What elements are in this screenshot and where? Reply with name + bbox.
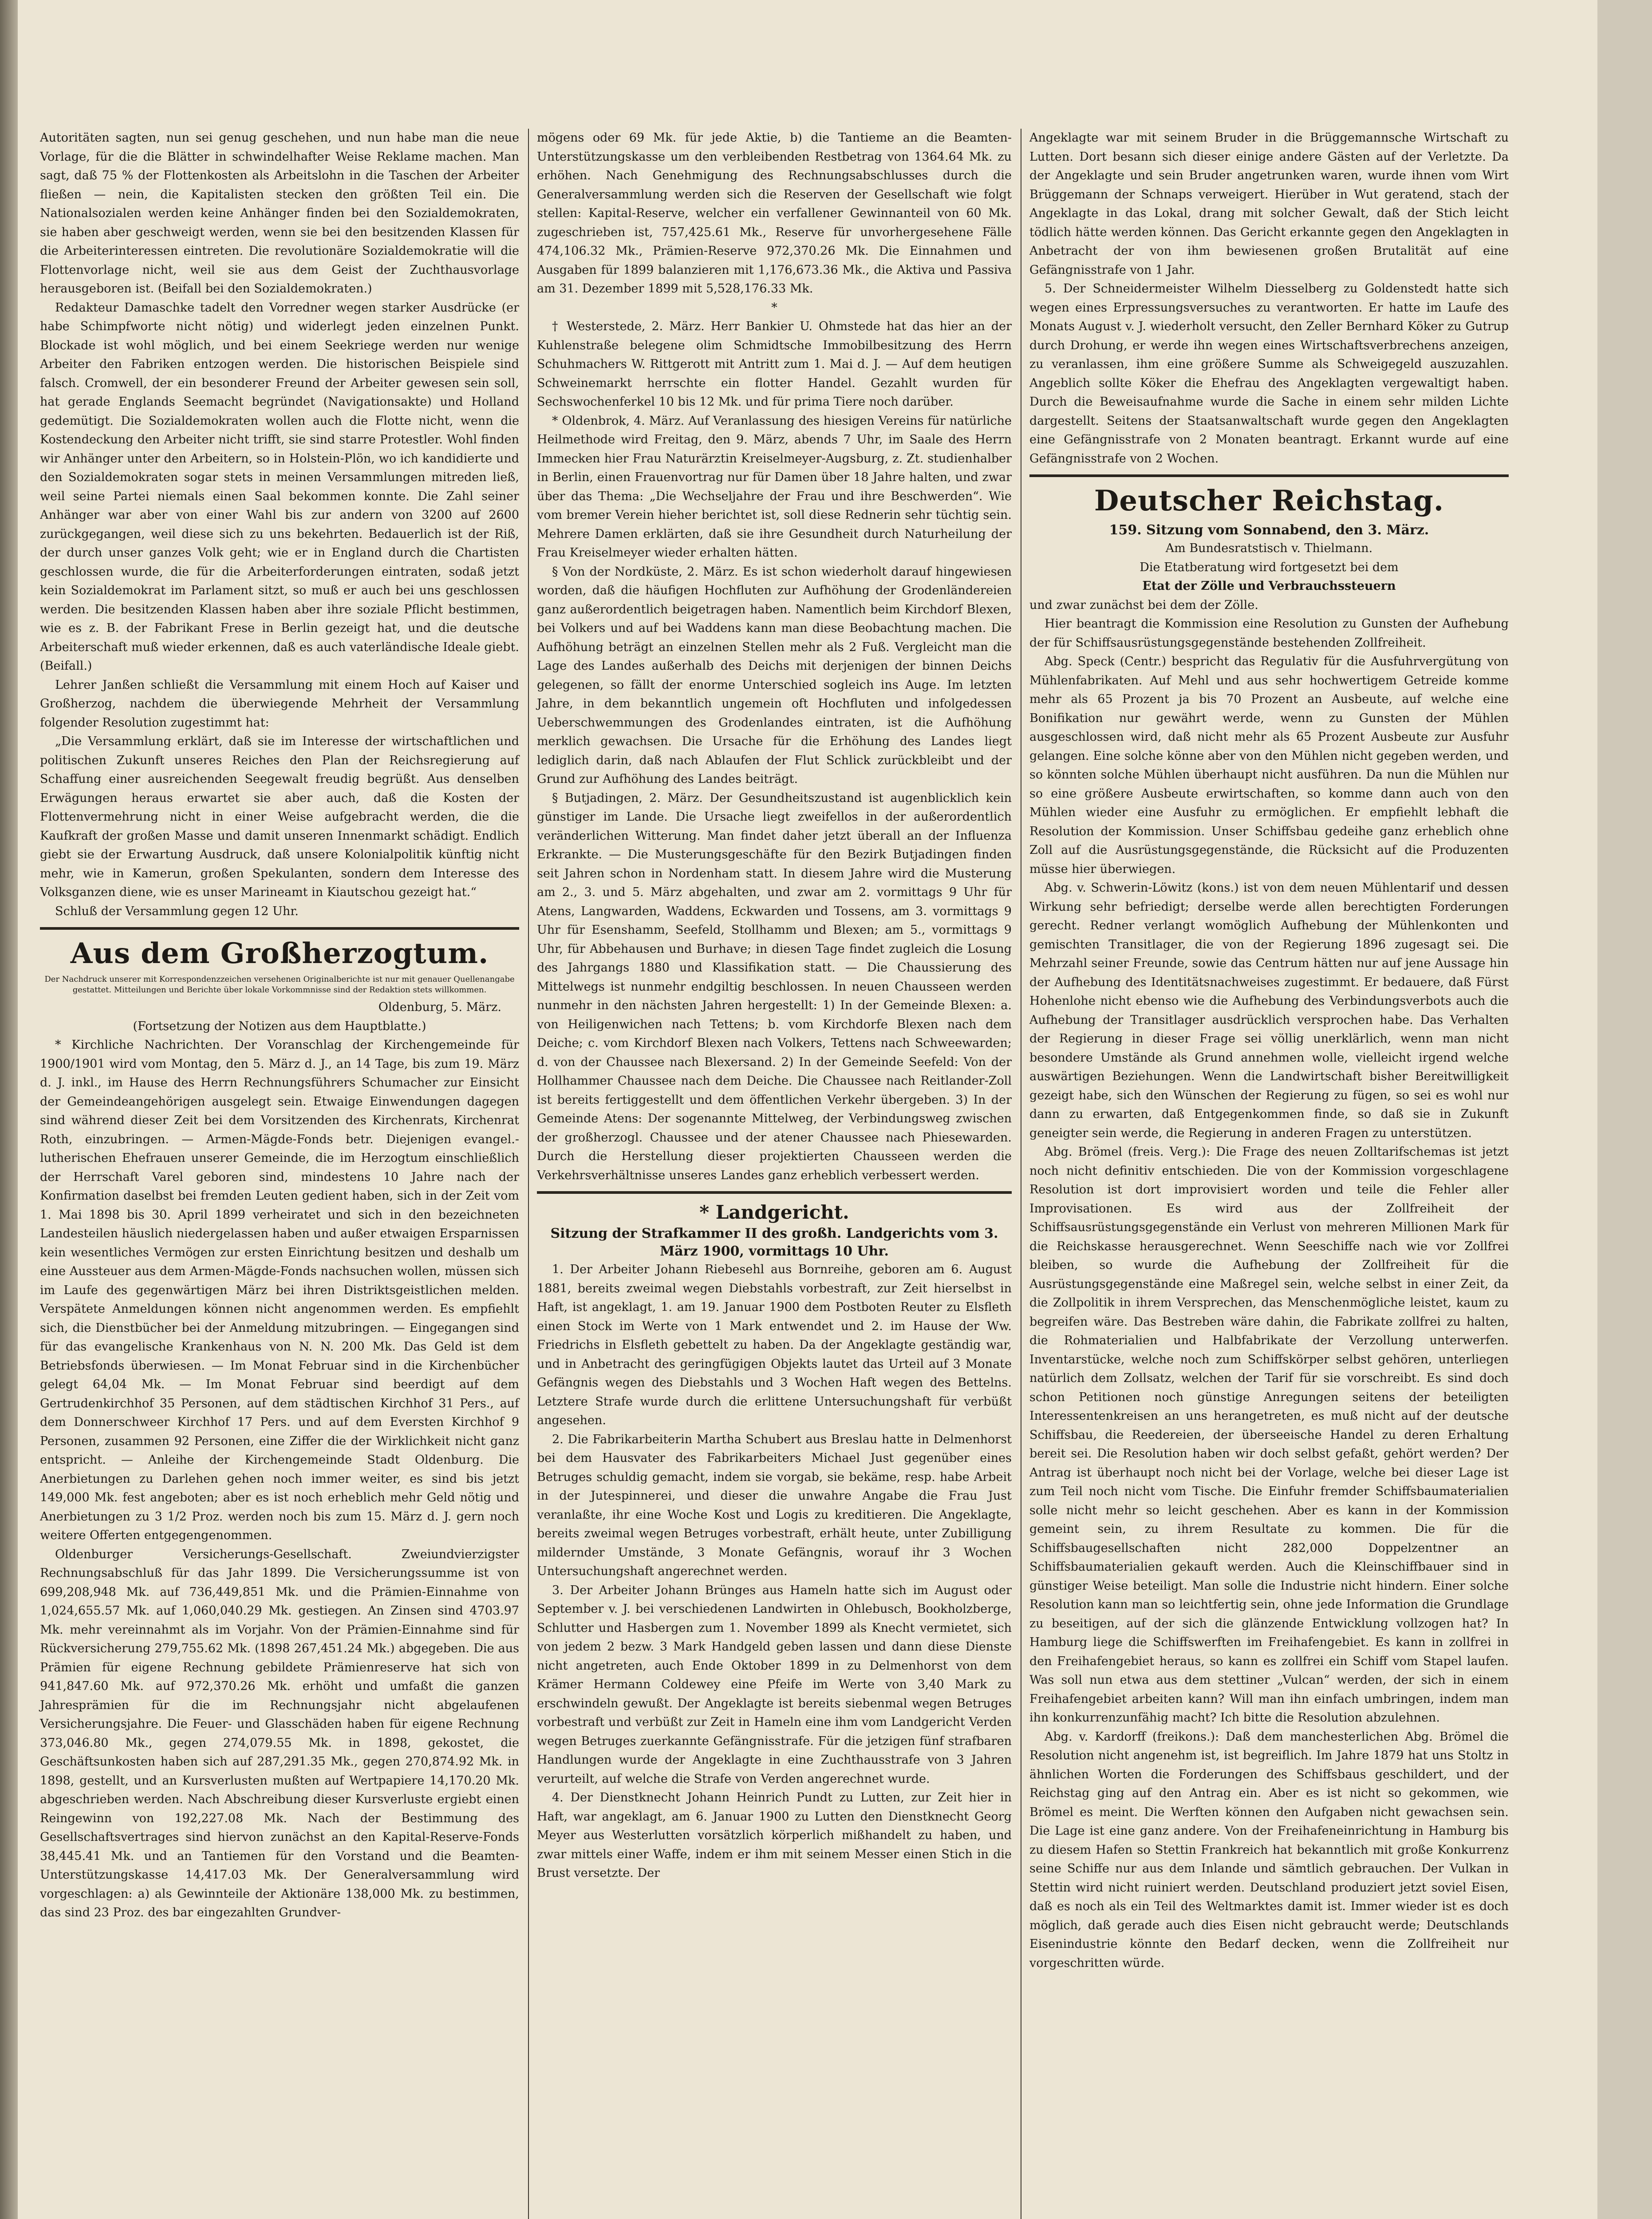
debate-paragraph: Abg. Speck (Centr.) bespricht das Regulativ für die Ausfuhrvergütung von Mühlenfabrikaten. Auf Mehl und aus sehr hochwertigem Getreide komme mehr als 65 Prozent ja bis 70 Prozent an Ausbeute, auf welche eine Bonifikation nur gewährt werde, wenn zu Gunsten der Mühlen ausgeschlossen wird, daß nicht mehr als 65 Prozent Ausbeute zur Ausfuhr gelangen. Eine solche könne aber von den Mühlen nicht gegeben werden, und so könnten solche Mühlen überhaupt nicht ausführen. Da nun die Mühlen nur so eine größere Ausbeute erwirtschaften, so komme dann auch von den Mühlen wieder eine Ausfuhr zu ermöglichen. Er empfiehlt lebhaft die Resolution der Kommission. Unser Schiffsbau gedeihe ganz erheblich ohne Zoll auf die Ausrüstungsgegenstände, die Rücksicht auf die Produzenten müsse hier überwiegen.: [1029, 655, 1509, 876]
court-case: 1. Der Arbeiter Johann Riebesehl aus Bornreihe, geboren am 6. August 1881, bereits zweimal wegen Diebstahls vorbestraft, zur Zeit hierselbst in Haft, ist angeklagt, 1. am 19. Januar 1900 dem Postboten Reuter zu Elsfleth einen Stock im Werte von 1 Mark entwendet und 2. im Hause der Ww. Friedrichs in Elsfleth gebettelt zu haben. Da der Angeklagte geständig war, und in Anbetracht des geringfügigen Objekts lautet das Urteil auf 3 Monate Gefängnis wegen des Diebstahls und 3 Wochen Haft wegen des Bettelns. Letztere Strafe wurde durch die erlittene Untersuchungshaft für verbüßt angesehen.: [537, 1263, 1012, 1427]
article-westerstede: † Westerstede, 2. März. Herr Bankier U. Ohmstede hat das hier an der Kuhlenstraße belegene olim Schmidtsche Immobilbesitzung des Herrn Schuhmachers W. Rittgerott mit Antritt zum 1. Mai d. J. — Auf dem heutigen Schweinemarkt herrschte ein flotter Handel. Gezahlt wurden für Sechswochenferkel 10 bis 12 Mk. und für prima Tiere noch darüber.: [537, 320, 1012, 409]
continuation-note: (Fortsetzung der Notizen aus dem Hauptblatte.): [133, 1019, 426, 1033]
session-line-etat: Etat der Zölle und Verbrauchssteuern: [1142, 579, 1396, 593]
session-line: Die Etatberatung wird fortgesetzt bei dem: [1139, 560, 1399, 574]
article-versicherung: Oldenburger Versicherungs-Gesellschaft. Zweiundvierzigster Rechnungsabschluß für das Jahr 1899. Die Versicherungssumme ist von 699,208,948 Mk. auf 736,449,851 Mk. und die Prämien-Einnahme von 1,024,655.57 Mk. auf 1,060,040.29 Mk. gestiegen. An Zinsen sind 4703.97 Mk. mehr vereinnahmt als im Vorjahr. Von der Prämien-Einnahme sind für Rückversicherung 279,755.62 Mk. (1898 267,451.24 Mk.) abgegeben. Die aus Prämien für eigene Rechnung gebildete Prämienreserve hat sich von 941,847.60 Mk. auf 972,370.26 Mk. erhöht und umfaßt die ganzen Jahresprämien für die im Rechnungsjahr nicht abgelaufenen Versicherungsjahre. Die Feuer- und Glasschäden haben für eigene Rechnung 373,046.80 Mk., gegen 274,079.55 Mk. in 1898, gekostet, die Geschäftsunkosten haben sich auf 287,291.35 Mk., gegen 270,874.92 Mk. in 1898, gestellt, und an Kursverlusten mußten auf Wertpapiere 14,170.20 Mk. abgeschrieben werden. Nach Abschreibung dieser Kursverluste ergiebt einen Reingewinn von 192,227.08 Mk. Nach der Bestimmung des Gesellschaftsvertrages sind hiervon zunächst an den Kapital-Reserve-Fonds 38,445.41 Mk. und an Tantiemen für den Vorstand und die Beamten-Unterstützungskasse 14,417.03 Mk. Der Generalversammlung wird vorgeschlagen: a) als Gewinnteile der Aktionäre 138,000 Mk. zu bestimmen, das sind 23 Proz. des bar eingezahlten Grundver-: [40, 1547, 519, 1919]
closing-note: Schluß der Versammlung gegen 12 Uhr.: [55, 904, 299, 918]
section-title-reichstag: Deutscher Reichstag.: [1094, 484, 1444, 517]
article-nordkueste: § Von der Nordküste, 2. März. Es ist schon wiederholt darauf hingewiesen worden, daß die häufigen Hochfluten zur Aufhöhung der Grodenländereien ganz außerordentlich beigetragen haben. Namentlich beim Kirchdorf Blexen, bei Volkers und auf bei Waddens kann man diese Beobachtung machen. Die Aufhöhung beträgt an einzelnen Stellen mehr als 2 Fuß. Vergleicht man die Lage des Landes außerhalb des Deichs mit derjenigen der binnen Deichs gelegenen, so fällt der enorme Unterschied sogleich ins Auge. Im letzten Jahre, in dem bekanntlich ungemein oft Hochfluten und infolgedessen Ueberschwemmungen des Grodenlandes eintraten, ist die Aufhöhung merklich gewachsen. Die Ursache für die Erhöhung des Landes liegt lediglich darin, daß nach Ablaufen der Flut Schlick zurückbleibt und der Grund zur Aufhöhung des Landes beiträgt.: [537, 565, 1012, 786]
column-right: [1029, 129, 1509, 1973]
session-heading: 159. Sitzung vom Sonnabend, den 3. März.: [1109, 522, 1429, 538]
article-kirchliche-nachrichten: * Kirchliche Nachrichten. Der Voranschlag der Kirchengemeinde für 1900/1901 wird vom Montag, den 5. März d. J., an 14 Tage, bis zum 19. März d. J. inkl., im Hause des Herrn Rechnungsführers Schumacher zur Einsicht der Gemeindeangehörigen ausgelegt sein. Etwaige Einwendungen dagegen sind während dieser Zeit bei dem Vorsitzenden des Kirchenrats, Kirchenrat Roth, einzubringen. — Armen-Mägde-Fonds betr. Diejenigen evangel.-lutherischen Ehefrauen unserer Gemeinde, die im Herzogtum einschließlich der Herrschaft Varel geboren sind, mindestens 10 Jahre nach der Konfirmation daselbst bei fremden Leuten gedient haben, sich in der Zeit vom 1. Mai 1898 bis 30. April 1899 verheiratet und sich in den bezeichneten Landesteilen häuslich niedergelassen haben und außer etwaigen Ersparnissen kein wesentliches Vermögen zur ersten Einrichtung besitzen und deshalb um eine Aussteuer aus dem Armen-Mägde-Fonds nachsuchen wollen, müssen sich im Laufe des gegenwärtigen März bei ihren Distriktsgeistlichen melden. Verspätete Anmeldungen können nicht angenommen werden. Es empfiehlt sich, die Dienstbücher bei der Anmeldung mitzubringen. — Eingegangen sind für das evangelische Krankenhaus von N. N. 200 Mk. Das Geld ist dem Betriebsfonds überwiesen. — Im Monat Februar sind in die Kirchenbücher gelegt 64,04 Mk. — Im Monat Februar sind beerdigt auf dem Gertrudenkirchhof 35 Personen, auf dem städtischen Kirchhof 31 Pers., auf dem Donnerschweer Kirchhof 17 Pers. und auf dem Eversten Kirchhof 9 Personen, zusammen 92 Personen, eine Ziffer die der Wirklichkeit nicht ganz entspricht. — Anleihe der Kirchengemeinde Stadt Oldenburg. Die Anerbietungen zu Darlehen gehen noch immer weiter, es sind bis jetzt 149,000 Mk. fest angeboten; aber es ist noch erheblich mehr Geld nötig und Anerbietungen zu 3 1/2 Proz. werden noch bis zum 15. März d. J. gern noch weitere Offerten entgegengenommen.: [40, 1038, 519, 1542]
dateline: Oldenburg, 5. März.: [378, 1000, 501, 1014]
asterisk-separator: *: [771, 300, 777, 315]
court-case: 2. Die Fabrikarbeiterin Martha Schubert aus Breslau hatte in Delmenhorst bei dem Hausvater des Fabrikarbeiters Michael Just gegenüber eines Betruges schuldig gemacht, indem sie vorgab, sie bekäme, resp. habe Arbeit in der Jutespinnerei, und dieser die unwahre Angabe die Frau Just veranlaßte, ihr eine Woche Kost und Logis zu kreditieren. Die Angeklagte, bereits zweimal wegen Betruges vorbestraft, erhält heute, unter Zubilligung mildernder Umstände, 3 Monate Gefängnis, worauf ihr 3 Wochen Untersuchungshaft angerechnet werden.: [537, 1432, 1012, 1578]
session-line: und zwar zunächst bei dem der Zölle.: [1029, 598, 1258, 612]
column-left: [40, 129, 519, 1923]
court-session-subtitle: Sitzung der Strafkammer II des großh. Landgerichts vom 3. März 1900, vormittags 10 Uhr.: [550, 1226, 998, 1259]
section-title-landgericht: * Landgericht.: [699, 1201, 849, 1223]
court-case: 5. Der Schneidermeister Wilhelm Diesselberg zu Goldenstedt hatte sich wegen eines Erpressungsversuches zu verantworten. Er hatte im Laufe des Monats August v. J. wiederholt versucht, den Zeller Bernhard Köker zu Gutrup durch Drohung, er werde ihn wegen eines Wirtschaftsverbrechens anzeigen, zu veranlassen, ihm eine größere Summe als Schweigegeld auszuzahlen. Angeblich sollte Köker die Ehefrau des Angeklagten vergewaltigt haben. Durch die Beweisaufnahme wurde die Sache in einem sehr milden Lichte dargestellt. Seitens der Staatsanwaltschaft wurde gegen den Angeklagten eine Gefängnisstrafe von 2 Monaten beantragt. Erkannt wurde auf eine Gefängnisstrafe von 2 Wochen.: [1029, 282, 1509, 466]
paragraph: mögens oder 69 Mk. für jede Aktie, b) die Tantieme an die Beamten-Unterstützungskasse um den verbleibenden Restbetrag von 1364.64 Mk. zu erhöhen. Nach Genehmigung des Rechnungsabschlusses durch die Generalversammlung werden sich die Reserven der Gesellschaft wie folgt stellen: Kapital-Reserve, welcher ein verfallener Gewinnanteil von 60 Mk. zugeschrieben ist, 757,425.61 Mk., Reserve für unvorhergesehene Fälle 474,106.32 Mk., Prämien-Reserve 972,370.26 Mk. Die Einnahmen und Ausgaben für 1899 balanzieren mit 1,176,673.36 Mk., die Aktiva und Passiva am 31. Dezember 1899 mit 5,528,176.33 Mk.: [537, 131, 1012, 296]
debate-paragraph: Abg. Brömel (freis. Verg.): Die Frage des neuen Zolltarifschemas ist jetzt noch nicht definitiv entschieden. Die von der Kommission vorgeschlagene Resolution ist dort improvisiert worden und teile die Fehler aller Improvisationen. Es wird aus der Zollfreiheit der Schiffsausrüstungsgegenstände ein Verlust von mehreren Millionen Mark für die Reichskasse herausgerechnet. Wenn Seeschiffe nach wie vor Zollfrei bleiben, so wurde die Aufhebung der Zollfreiheit für die Ausrüstungsgegenstände eine Maßregel sein, welche selbst in einer Zeit, da die Zollpolitik in ihrem Versprechen, das Menschenmögliche leistet, kaum zu begreifen wäre. Das Bestreben wäre dahin, die Fabrikate zollfrei zu halten, die Rohmaterialien und Halbfabrikate der Verzollung unterwerfen. Inventarstücke, welche noch zum Schiffskörper selbst gehören, unterliegen natürlich dem Zollsatz, welchen der Tarif für sie vorschreibt. Es sind doch schon Petitionen noch günstige Anregungen seitens der beteiligten Interessentenkreisen an uns herangetreten, es muß nicht auf der deutsche Schiffsbau, die Reedereien, der überseeische Handel zu deren Erhaltung bereit sei. Die Resolution haben wir doch selbst gefaßt, gehört werden? Der Antrag ist überhaupt noch nicht bei der Vorlage, welche bei dieser Lage ist zum Teil noch nicht vom Tische. Die Einfuhr fremder Schiffsbaumaterialien solle nicht mehr so leicht geschehen. Aber es kann in der Kommission gemeint sein, zu ihrem Resultate zu kommen. Die für die Schiffsbaugesellschaften nicht 282,000 Doppelzentner an Schiffsbaumaterialien gekauft werden. Auch die Kleinschiffbauer sind in günstiger Weise beteiligt. Man solle die Industrie nicht hindern. Einer solche Resolution kann man so leichtfertig sein, ohne jede Information die Grundlage zu beseitigen, auf der sich die glänzende Entwicklung vollzogen hat? In Hamburg liege die Schiffswerften im Freihafengebiet. Es kann in zollfrei in den Freihafengebiet heraus, so kann es zollfrei ein Schiff vom Stapel laufen. Was soll nun etwa aus dem stettiner „Vulcan“ werden, der sich in einem Freihafengebiet arbeiten kann? Will man ihn einfach umbringen, indem man ihn konkurrenzunfähig macht? Ich bitte die Resolution abzulehnen.: [1029, 1145, 1509, 1725]
section-divider: [40, 927, 519, 930]
binding-edge: [0, 0, 18, 2219]
debate-paragraph: Abg. v. Schwerin-Löwitz (kons.) ist von dem neuen Mühlentarif und dessen Wirkung sehr befriedigt; derselbe werde allen berechtigten Forderungen gerecht. Redner verlangt womöglich Aufhebung der Mühlenkonten und gemischten Transitlager, die von der Regierung 1896 zugesagt sei. Die Mehrzahl seiner Freunde, sowie das Centrum hätten nur auf jene Aussage hin der Aufhebung des Identitätsnachweises zugestimmt. Er bedauere, daß Fürst Hohenlohe nicht ebenso wie die Aufhebung des Verbindungsverbots auch die Aufhebung der Transitlager ausdrücklich versprochen habe. Das Verhalten der Regierung in dieser Frage sei völlig unerklärlich, wenn man nicht besondere Umstände als Grund annehmen wolle, vielleicht irgend welche auswärtigen Beziehungen. Wenn die Landwirtschaft bisher Bereitwilligkeit gezeigt habe, sich den Wünschen der Regierung zu fügen, so sei es wohl nur dann zu erwarten, daß Entgegenkommen finde, so daß sie in Zukunft geneigter sein werde, die Regierung in anderen Fragen zu unterstützen.: [1029, 881, 1509, 1140]
paragraph: Autoritäten sagten, nun sei genug geschehen, und nun habe man die neue Vorlage, für die die Blätter in schwindelhafter Weise Reklame machen. Man sagt, daß 75 % der Flottenkosten als Arbeitslohn in die Taschen der Arbeiter fließen — nein, die Kapitalisten stecken den größten Teil ein. Die Nationalsozialen werden keine Anhänger finden bei den Sozialdemokraten, sie haben aber geschweigt werden, wenn sie bei den besitzenden Klassen für die Arbeiterinteressen eintreten. Die revolutionäre Sozialdemokratie will die Flottenvorlage nicht, weil sie aus dem Geist der Zuchthausvorlage herausgeboren ist. (Beifall bei den Sozialdemokraten.): [40, 131, 519, 296]
debate-paragraph: Hier beantragt die Kommission eine Resolution zu Gunsten der Aufhebung der für Schiffsausrüstungsgegenstände bestehenden Zollfreiheit.: [1029, 617, 1509, 650]
article-oldenbrok: * Oldenbrok, 4. März. Auf Veranlassung des hiesigen Vereins für natürliche Heilmethode wird Freitag, den 9. März, abends 7 Uhr, im Saale des Herrn Immecken hier Frau Naturärztin Kreiselmeyer-Augsburg, z. Zt. studienhalber in Berlin, einen Frauenvortrag nur für Damen über 18 Jahre halten, und zwar über das Thema: „Die Wechseljahre der Frau und ihre Beschwerden“. Wie vom bremer Verein hieher berichtet ist, soll diese Rednerin sehr tüchtig sein. Mehrere Damen erklärten, daß sie ihre Gesundheit durch Naturheilung der Frau Kreiselmeyer wieder erhalten hätten.: [537, 414, 1012, 560]
article-butjadingen: § Butjadingen, 2. März. Der Gesundheitszustand ist augenblicklich kein günstiger im Lande. Die Ursache liegt zweifellos in der außerordentlich veränderlichen Witterung. Man findet daher jetzt überall an der Influenza Erkrankte. — Die Musterungsgeschäfte für den Bezirk Butjadingen finden seit Jahren schon in Nordenham statt. In diesem Jahre wird die Musterung am 2., 3. und 5. März abgehalten, und zwar am 2. vormittags 9 Uhr für Atens, Langwarden, Waddens, Eckwarden und Tossens, am 3. vormittags 9 Uhr für Esenshamm, Seefeld, Stollhamm und Blexen; am 5., vormittags 9 Uhr, für Abbehausen und Burhave; in diesen Tage findet zugleich die Losung des Jahrgangs 1880 und Klassifikation statt. — Die Chaussierung des Mittelwegs ist nunmehr endgiltig beschlossen. In neuen Chausseen werden nunmehr in den nächsten Jahren hergestellt: 1) In der Gemeinde Blexen: a. von Heiligenwichen nach Tettens; b. vom Kirchdorfe Blexen nach dem Deiche; c. vom Kirchdorf Blexen nach Volkers, Tettens nach Schweewarden; d. von der Chaussee nach Blexersand. 2) In der Gemeinde Seefeld: Von der Hollhammer Chaussee nach dem Deiche. Die Chaussee nach Reitlander-Zoll ist bereits fertiggestellt und dem öffentlichen Verkehr übergeben. 3) In der Gemeinde Atens: Der sogenannte Mittelweg, der Verbindungsweg zwischen der großherzogl. Chaussee und der atener Chaussee nach Phiesewarden. Durch die Herstellung dieser projektierten Chausseen werden die Verkehrsverhältnisse unseres Landes ganz erheblich verbessert werden.: [537, 791, 1012, 1182]
section-note: Der Nachdruck unserer mit Korrespondenzzeichen versehenen Originalberichte ist nur mit genauer Quellenangabe gestattet. Mitteilungen und Berichte über lokale Vorkommnisse sind der Redaktion stets willkommen.: [44, 975, 515, 995]
section-divider: [1029, 474, 1509, 477]
court-case: 4. Der Dienstknecht Johann Heinrich Pundt zu Lutten, zur Zeit hier in Haft, war angeklagt, am 6. Januar 1900 zu Lutten den Dienstknecht Georg Meyer aus Westerlutten vorsätzlich körperlich mißhandelt zu haben, und zwar mittels einer Waffe, indem er ihm mit seinem Messer einen Stich in die Brust versetzte. Der: [537, 1791, 1012, 1880]
session-line: Am Bundesratstisch v. Thielmann.: [1165, 541, 1373, 555]
column-rule-1: [528, 129, 529, 2219]
court-case: 3. Der Arbeiter Johann Brünges aus Hameln hatte sich im August oder September v. J. bei verschiedenen Landwirten in Ohlebusch, Bookholzberge, Schlutter und Hasbergen zum 1. November 1899 als Knecht vermietet, sich von jedem 2 bezw. 3 Mark Handgeld geben lassen und dann diese Dienste nicht angetreten, auch Ende Oktober 1899 in zu Delmenhorst von dem Krämer Hermann Coldewey eine Pfeife im Werte von 3,40 Mark zu erschwindeln gewußt. Der Angeklagte ist bereits siebenmal wegen Betruges vorbestraft und verbüßt zur Zeit in Hameln eine ihm vom Landgericht Verden wegen Betruges zuerkannte Gefängnisstrafe. Für die jetzigen fünf strafbaren Handlungen wurde der Angeklagte in eine Zuchthausstrafe von 3 Jahren verurteilt, auf welche die Strafe von Verden angerechnet wurde.: [537, 1583, 1012, 1786]
court-case-continued: Angeklagte war mit seinem Bruder in die Brüggemannsche Wirtschaft zu Lutten. Dort besann sich dieser einige andere Gästen auf der Verletzte. Da der Angeklagte und sein Bruder angetrunken waren, wurde ihnen vom Wirt Brüggemann der Schnaps verweigert. Hierüber in Wut geratend, stach der Angeklagte in das Lokal, drang mit solcher Gewalt, daß der Stich leicht tödlich hätte werden können. Das Gericht erkannte gegen den Angeklagten in Anbetracht der von ihm bewiesenen großen Brutalität auf eine Gefängnisstrafe von 1 Jahr.: [1029, 131, 1509, 277]
resolution-quote: „Die Versammlung erklärt, daß sie im Interesse der wirtschaftlichen und politischen Zukunft unseres Reiches den Plan der Reichsregierung auf Schaffung einer ausreichenden Seegewalt freudig begrüßt. Aus denselben Erwägungen heraus erwartet sie aber auch, daß die Kosten der Flottenvermehrung nicht in einer Weise aufgebracht werden, die die Kaufkraft der großen Masse und damit unseren Innenmarkt schädigt. Endlich giebt sie der Erwartung Ausdruck, daß unsere Kolonialpolitik künftig nicht mehr, wie in Kamerun, großen Spekulanten, sondern dem Interesse des Volksganzen diene, wie es unser Marineamt in Kiautschou gezeigt hat.“: [40, 734, 519, 899]
section-title-grossherzogtum: Aus dem Großherzogtum.: [70, 937, 489, 970]
section-divider: [537, 1191, 1012, 1194]
paragraph: Lehrer Janßen schließt die Versammlung mit einem Hoch auf Kaiser und Großherzog, nachdem die überwiegende Mehrheit der Versammlung folgender Resolution zugestimmt hat:: [40, 678, 519, 730]
paragraph: Redakteur Damaschke tadelt den Vorredner wegen starker Ausdrücke (er habe Schimpfworte nicht nötig) und widerlegt jeden einzelnen Punkt. Blockade ist wohl möglich, und bei einem Seekriege werden nur wenige Arbeiter den Fabriken entzogen werden. Die historischen Beispiele sind falsch. Cromwell, der ein besonderer Freund der Arbeiter gewesen sein soll, hat gerade Englands Seemacht begründet (Navigationsakte) und Holland gedemütigt. Die Sozialdemokraten wollen auch die Flotte nicht, wenn die Kostendeckung den Arbeiter nicht trifft, sie sind starre Protestler. Wohl finden wir Anhänger unter den Arbeitern, so in Holstein-Plön, wo ich kandidierte und den Sozialdemokraten sogar stets in meinen Versammlungen mitreden ließ, weil seine Partei niemals einen Saal bekommen konnte. Die Zahl seiner Anhänger war aber von einer Wahl bis zur andern von 3200 auf 2600 zurückgegangen, weil diese sich zu uns bekehrten. Bedauerlich ist der Riß, der durch unser ganzes Volk geht; wie er in England durch die Chartisten geschlossen wurde, die für die Arbeiterforderungen eintraten, sodaß jetzt kein Sozialdemokrat im Parlament sitzt, so muß er auch bei uns geschlossen werden. Die besitzenden Klassen haben aber ihre soziale Pflicht bestimmen, wie es z. B. der Fabrikant Frese in Berlin gezeigt hat, und die deutsche Arbeiterschaft muß wieder erkennen, daß es auch vaterländische Ideale giebt. (Beifall.): [40, 300, 519, 673]
debate-paragraph: Abg. v. Kardorff (freikons.): Daß dem manchesterlichen Abg. Brömel die Resolution nicht angenehm ist, ist begreiflich. Im Jahre 1879 hat uns Stoltz in ähnlichen Worten die Forderungen des Schiffsbaus geschildert, und der Reichstag ging auf den Antrag ein. Aber es ist nicht so gekommen, wie Brömel es meint. Die Werften können den Aufgaben nicht gewachsen sein. Die Lage ist eine ganz andere. Von der Freihafeneinrichtung in Hamburg bis zu diesem Hafen so Stettin Frankreich hat bekanntlich mit große Konkurrenz seine Schiffe nur aus dem Inlande und sämtlich gebrauchen. Der Vulkan in Stettin wird nicht ruiniert werden. Deutschland produziert jetzt soviel Eisen, daß es noch als ein Teil des Weltmarktes damit ist. Immer wieder ist es doch möglich, daß gerade auch dies Eisen nicht gebraucht werde; Deutschlands Eisenindustrie könnte den Bedarf decken, wenn die Zollfreiheit nur vorgeschritten würde.: [1029, 1729, 1509, 1970]
column-middle: [537, 129, 1012, 1883]
